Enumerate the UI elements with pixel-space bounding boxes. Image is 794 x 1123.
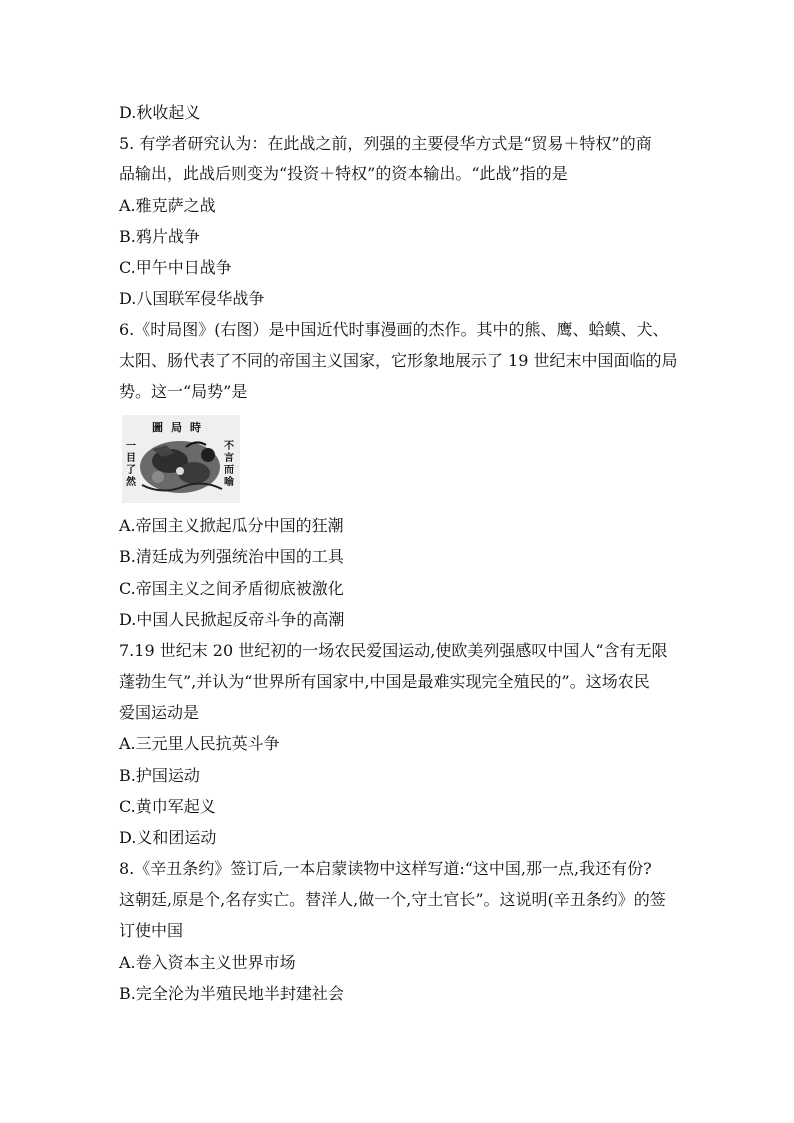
question-6-text-line-1: 6.《时局图》(右图）是中国近代时事漫画的杰作。其中的熊、鹰、蛤蟆、犬、 [119, 320, 669, 339]
question-8-text-line-3: 订使中国 [119, 921, 184, 940]
option-7-a: A.三元里人民抗英斗争 [119, 734, 280, 753]
cartoon-right-caption: 不言而喻 [224, 441, 234, 488]
option-6-d: D.中国人民掀起反帝斗争的高潮 [119, 610, 345, 629]
question-7-text-line-3: 爱国运动是 [119, 703, 200, 722]
question-6-text-line-2: 太阳、肠代表了不同的帝国主义国家，它形象地展示了 19 世纪末中国面临的局 [119, 351, 678, 370]
option-7-d: D.义和团运动 [119, 828, 217, 847]
option-6-c: C.帝国主义之间矛盾彻底被激化 [119, 579, 344, 598]
question-7-text-line-1: 7.19 世纪末 20 世纪初的一场农民爱国运动,使欧美列强感叹中国人“含有无限 [119, 641, 668, 660]
option-5-a: A.雅克萨之战 [119, 196, 216, 215]
option-5-c: C.甲午中日战争 [119, 258, 232, 277]
cartoon-left-caption: 一目了然 [126, 441, 136, 488]
option-7-c: C.黄巾军起义 [119, 797, 216, 816]
question-8-text-line-1: 8.《辛丑条约》签订后,一本启蒙读物中这样写道:“这中国,那一点,我还有份? [119, 859, 652, 878]
option-5-d: D.八国联军侵华战争 [119, 289, 265, 308]
option-4-d: D.秋收起义 [119, 103, 201, 122]
question-8-text-line-2: 这朝廷,原是个,名存实亡。替洋人,做一个,守土官长”。这说明(辛丑条约》的签 [119, 890, 666, 909]
option-7-b: B.护国运动 [119, 766, 200, 785]
cartoon-title: 圖局時 [152, 421, 209, 434]
option-5-b: B.鸦片战争 [119, 227, 200, 246]
option-8-a: A.卷入资本主义世界市场 [119, 953, 296, 972]
question-5-text-line-1: 5. 有学者研究认为：在此战之前，列强的主要侵华方式是“贸易＋特权”的商 [119, 134, 652, 153]
shiju-tu-cartoon [122, 415, 240, 503]
question-6-text-line-3: 势。这一“局势”是 [119, 382, 248, 401]
option-6-b: B.清廷成为列强统治中国的工具 [119, 547, 344, 566]
option-8-b: B.完全沦为半殖民地半封建社会 [119, 984, 344, 1003]
question-7-text-line-2: 蓬勃生气”,并认为“世界所有国家中,中国是最难实现完全殖民的”。这场农民 [119, 672, 650, 691]
question-5-text-line-2: 品输出，此战后则变为“投资＋特权”的资本输出。“此战”指的是 [119, 164, 568, 183]
option-6-a: A.帝国主义掀起瓜分中国的狂潮 [119, 516, 344, 535]
